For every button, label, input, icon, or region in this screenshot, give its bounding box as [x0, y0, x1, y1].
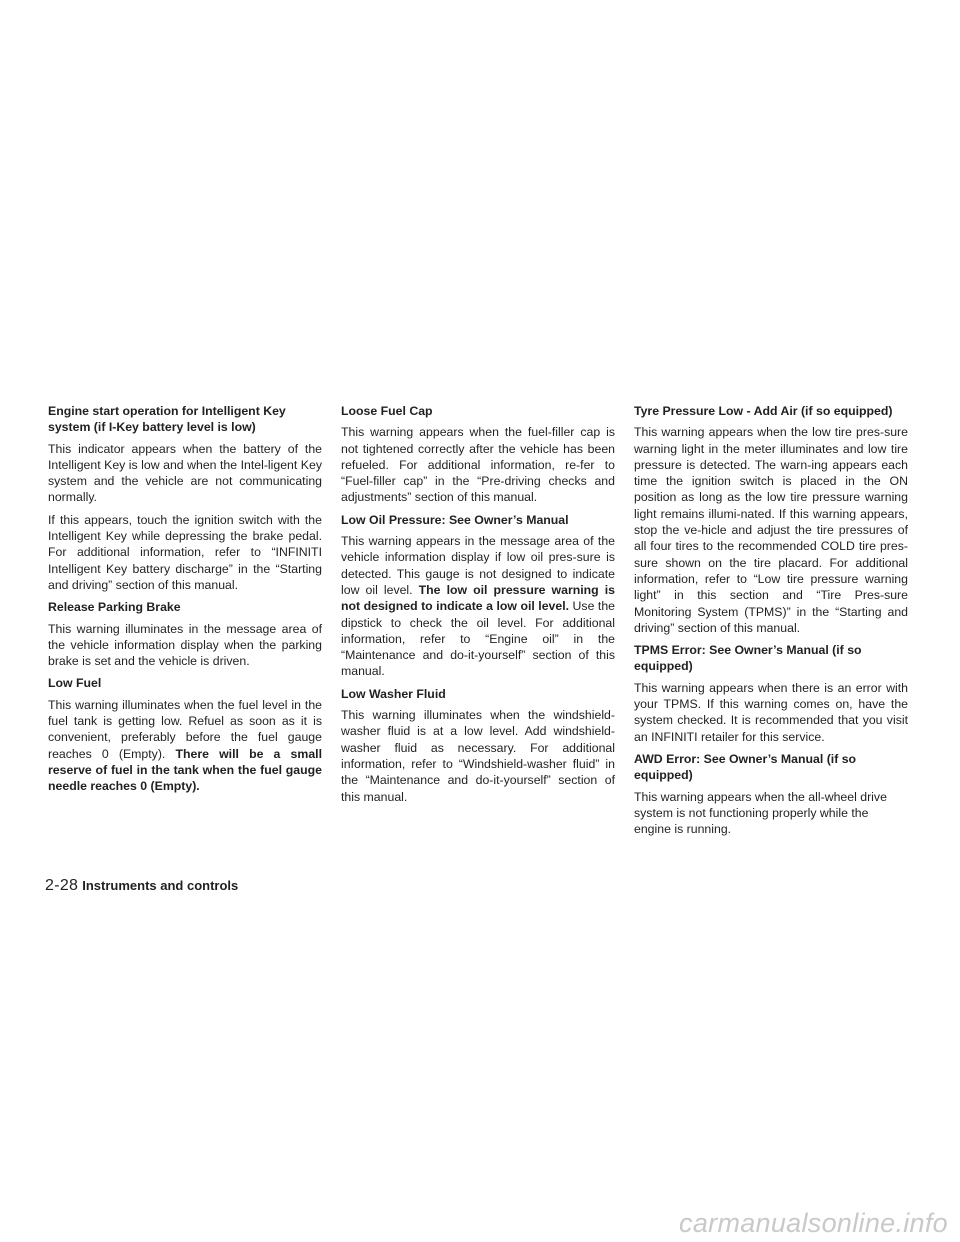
- paragraph-awd-error: This warning appears when the all-wheel drive system is not functioning properly while the engine is running.: [634, 789, 887, 837]
- paragraph-intelligent-key-instructions: If this appears, touch the ignition switch with the Intelligent Key while depressing the brake pedal. For additional information, refer to “INFINITI Intelligent Key battery discharge” in the “Starting and driving” section of this manual.: [48, 512, 322, 592]
- heading-awd-error: AWD Error: See Owner’s Manual (if so equipped): [634, 751, 857, 783]
- column-left: [48, 403, 322, 801]
- low-oil-dipstick-text: Use the dipstick to check the oil level. For additional information, refer to “Engine oil” in the “Maintenance and do-it-yourself” section of this manual.: [341, 599, 615, 679]
- paragraph-low-oil-pressure: [341, 533, 615, 680]
- heading-tyre-pressure-low: Tyre Pressure Low - Add Air (if so equipped): [634, 404, 893, 418]
- column-right: [634, 403, 908, 843]
- paragraph-release-parking-brake: This warning illuminates in the message area of the vehicle information display when the parking brake is set and the vehicle is driven.: [48, 621, 322, 669]
- paragraph-intelligent-key-indicator: This indicator appears when the battery of the Intelligent Key is low and when the Intel-ligent Key system and the vehicle are not communicating normally.: [48, 441, 322, 505]
- paragraph-tyre-pressure-low: This warning appears when the low tire pres-sure warning light in the meter illuminates and low tire pressure is detected. The warn-ing appears each time the ignition switch is placed in the ON position as long as the low tire pressure warning light remains illumi-nated. If this warning appears, stop the ve-hicle and adjust the tire pressures of all four tires to the recommended COLD tire pres-sure shown on the tire placard. For additional information, refer to “Low tire pressure warning light” in this section and “Tire Pres-sure Monitoring System (TPMS)” in the “Starting and driving” section of this manual.: [634, 425, 908, 635]
- heading-tpms-error: TPMS Error: See Owner’s Manual (if so equipped): [634, 643, 862, 674]
- page-number: 2-28: [45, 877, 79, 894]
- heading-loose-fuel-cap: Loose Fuel Cap: [341, 404, 433, 418]
- low-fuel-bold-note: There will be a small reserve of fuel in the tank when the fuel gauge needle reaches 0 (Empty).: [48, 746, 322, 794]
- heading-engine-start-intelligent-key: Engine start operation for Intelligent Key system (if I-Key battery level is low): [48, 404, 286, 435]
- heading-low-fuel: Low Fuel: [48, 676, 102, 691]
- paragraph-low-fuel: [48, 697, 322, 795]
- paragraph-low-washer-fluid: This warning illuminates when the windshield-washer fluid is at a low level. Add windshield-washer fluid as necessary. For additional information, refer to “Windshield-washer fluid” in the “Maintenance and do-it-yourself” section of this manual.: [341, 708, 615, 804]
- heading-low-oil-pressure: Low Oil Pressure: See Owner’s Manual: [341, 512, 569, 527]
- watermark: carmanualsonline.info: [679, 1208, 948, 1238]
- section-title: Instruments and controls: [82, 878, 239, 893]
- low-fuel-text: This warning illuminates when the fuel level in the fuel tank is getting low. Refuel as soon as it is convenient, preferably before the fuel gauge reaches 0 (Empty).: [48, 697, 322, 761]
- low-oil-bold-note: The low oil pressure warning is not designed to indicate a low oil level.: [341, 582, 615, 614]
- column-middle: [341, 403, 615, 811]
- heading-release-parking-brake: Release Parking Brake: [48, 600, 181, 615]
- paragraph-tpms-error: This warning appears when there is an error with your TPMS. If this warning comes on, have the system checked. It is recommended that you visit an INFINITI retailer for this service.: [634, 680, 908, 744]
- low-oil-text: This warning appears in the message area of the vehicle information display if low oil pres-sure is detected. This gauge is not designed to indicate low oil level.: [341, 534, 615, 597]
- heading-low-washer-fluid: Low Washer Fluid: [341, 686, 446, 701]
- paragraph-loose-fuel-cap: This warning appears when the fuel-filler cap is not tightened correctly after the vehicle has been refueled. For additional information, re-fer to “Fuel-filler cap” in the “Pre-driving checks and adjustments” section of this manual.: [341, 425, 615, 505]
- page-footer: [45, 876, 238, 896]
